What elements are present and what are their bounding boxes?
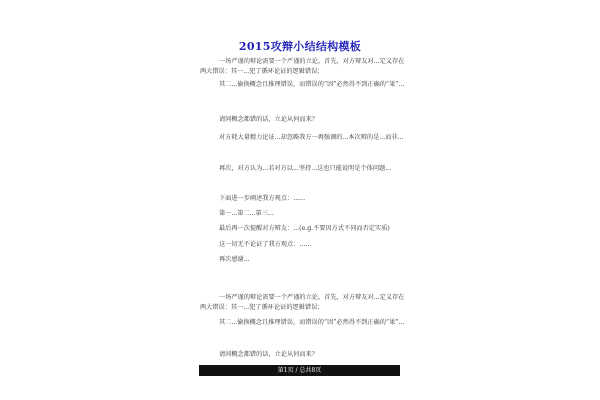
paragraph-viewpoint: 下面进一步阐述我方观点：......: [219, 195, 306, 202]
page-footer: 第1页 / 总共8页: [199, 365, 400, 376]
paragraph-second-error-repeat: 其二...偷换概念且推理错误，而错误的“因”必然得不到正确的“果”...: [219, 319, 405, 326]
paragraph-question-repeat: 请问概念都错的话，立论从何而来？: [219, 351, 318, 358]
paragraph-second-error: 其二...偷换概念且推理错误，而错误的“因”必然得不到正确的“果”...: [219, 81, 405, 88]
paragraph-conclusion: 这一切无不论证了我方观点：......: [219, 241, 312, 248]
paragraph-points: 第一...第二...第三...: [219, 210, 274, 217]
paragraph-reminder: 最后再一次提醒对方辩友：...(e.g.不要因方式不同而否定实质): [219, 225, 390, 232]
paragraph-thanks: 再次感谢...: [219, 256, 250, 263]
paragraph-intro: 一场严谨的辩论需要一个严谨的立论。首先，对方辩友对...定义存在两大错误：其一...犯了循环论证的逻辑错误；: [200, 58, 405, 75]
document-title: 2015攻辩小结结构模板: [238, 40, 362, 53]
paragraph-question: 请问概念都错的话，立论从何而来？: [219, 116, 318, 123]
paragraph-again: 再次，对方认为...若对方以...坚持...这也只能说明是个体问题...: [219, 165, 392, 172]
paragraph-effort: 对方耗大量精力论证...却忽略我方一再强调的...本次辩的是...而非...: [219, 134, 404, 141]
paragraph-intro-repeat: 一场严谨的辩论需要一个严谨的立论。首先，对方辩友对...定义存在两大错误：其一...犯了循环论证的逻辑错误；: [200, 294, 405, 311]
